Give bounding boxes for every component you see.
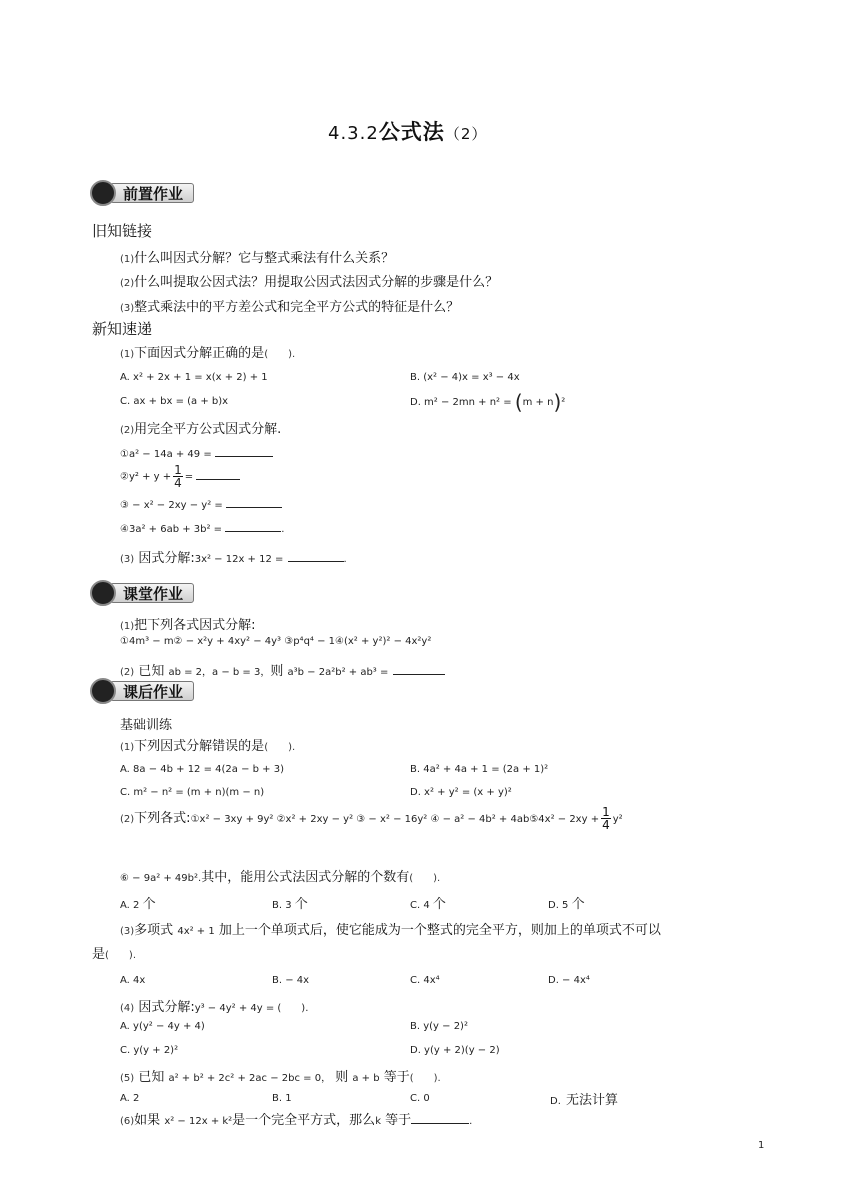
post-q4-option-a: A. y(y² − 4y + 4) [120,1021,205,1032]
new-q2-item-2: ②y² + y + $\frac{1}{4}$ = [120,464,240,489]
post-q4-option-d: D. y(y + 2)(y − 2) [410,1045,500,1056]
post-q3-cont: 是( ). [92,947,136,962]
new-q2: (2)用完全平方公式因式分解. [120,422,282,437]
new-q1-option-c: C. ax + bx = (a + b)x [120,396,229,407]
old-knowledge-heading: 旧知链接 [92,222,153,240]
answer-blank[interactable] [288,551,344,562]
answer-blank[interactable] [393,664,445,675]
old-q2: (2)什么叫提取公因式法？用提取公因式法因式分解的步骤是什么？ [120,275,499,290]
post-q2-option-a: A. 2 个 [120,897,156,912]
answer-blank[interactable] [411,1113,469,1124]
post-q2: (2)下列各式:①x² − 3xy + 9y² ②x² + 2xy − y² ③ − x² − 16y² ④ − a² − 4b² + 4ab⑤4x² − 2xy + $\frac{1}{4}$ y² [120,805,623,832]
old-q3: (3)整式乘法中的平方差公式和完全平方公式的特征是什么？ [120,300,460,315]
new-q1-option-a: A. x² + 2x + 1 = x(x + 2) + 1 [120,372,268,383]
new-q1: (1)下面因式分解正确的是( ). [120,346,296,361]
new-q2-item-3: ③ − x² − 2xy − y² = [120,497,282,511]
section-badge-post [90,678,206,704]
post-q2-line2: ⑥ − 9a² + 49b².其中，能用公式法因式分解的个数有( ). [120,870,441,885]
new-knowledge-heading: 新知速递 [92,320,153,338]
title-number: 4.3.2 [328,123,379,144]
post-q3-option-d: D. − 4x⁴ [548,975,590,986]
new-q1-option-d: D. m² − 2mn + n² = (m + n)² [410,390,566,414]
page-title [328,116,487,146]
post-q5-option-a: A. 2 [120,1093,140,1104]
post-q3-option-b: B. − 4x [272,975,310,986]
post-q5-option-d: D. 无法计算 [550,1093,618,1108]
play-icon [90,580,116,606]
post-q3-option-a: A. 4x [120,975,146,986]
post-q6: (6)如果 x² − 12x + k²是一个完全平方式，那么k 等于 . [120,1113,473,1128]
post-q4-option-b: B. y(y − 2)² [410,1021,468,1032]
answer-blank[interactable] [226,497,282,508]
section-badge-class [90,580,206,606]
post-q2-option-b: B. 3 个 [272,897,308,912]
post-q5: (5) 已知 a² + b² + 2c² + 2ac − 2bc = 0， 则 a + b 等于( ). [120,1070,441,1085]
post-q5-option-b: B. 1 [272,1093,292,1104]
section-label-post: 课后作业 [110,681,194,701]
class-q1: (1)把下列各式因式分解: [120,618,256,633]
title-main: 公式法 [378,120,445,144]
post-q4-option-c: C. y(y + 2)² [120,1045,179,1056]
new-q1-option-b: B. (x² − 4)x = x³ − 4x [410,372,520,383]
post-q1-option-c: C. m² − n² = (m + n)(m − n) [120,787,265,798]
new-q2-item-4: ④3a² + 6ab + 3b² = . [120,521,284,535]
class-q1-expressions: ①4m³ − m② − x²y + 4xy² − 4y³ ③p⁴q⁴ − 1④(x² + y²)² − 4x²y² [120,636,432,647]
old-q1: (1)什么叫因式分解？它与整式乘法有什么关系？ [120,251,395,266]
post-q1-option-b: B. 4a² + 4a + 1 = (2a + 1)² [410,764,549,775]
title-paren: （2） [444,125,488,143]
answer-blank[interactable] [215,446,273,457]
post-q5-option-c: C. 0 [410,1093,430,1104]
post-q2-option-d: D. 5 个 [548,897,585,912]
class-q2: (2) 已知 ab = 2，a − b = 3，则 a³b − 2a²b² + ab³ = [120,660,445,679]
post-q2-option-c: C. 4 个 [410,897,446,912]
answer-blank[interactable] [196,469,240,480]
page-number: 1 [758,1140,765,1151]
post-q4: (4) 因式分解:y³ − 4y² + 4y = ( ). [120,1000,309,1015]
new-q3: (3) 因式分解:3x² − 12x + 12 = . [120,551,347,566]
post-q1-option-a: A. 8a − 4b + 12 = 4(2a − b + 3) [120,764,284,775]
post-q3-option-c: C. 4x⁴ [410,975,440,986]
new-q2-item-1: ①a² − 14a + 49 = [120,446,273,460]
post-q1: (1)下列因式分解错误的是( ). [120,739,296,754]
runner-icon [90,678,116,704]
section-label-pre: 前置作业 [110,183,194,203]
basic-training-heading: 基础训练 [120,718,173,733]
smile-icon [90,180,116,206]
post-q1-option-d: D. x² + y² = (x + y)² [410,787,512,798]
post-q3: (3)多项式 4x² + 1 加上一个单项式后，使它能成为一个整式的完全平方，则加上的单项式不可以 [120,923,661,938]
section-label-class: 课堂作业 [110,583,194,603]
answer-blank[interactable] [225,521,281,532]
section-badge-pre [90,180,210,206]
